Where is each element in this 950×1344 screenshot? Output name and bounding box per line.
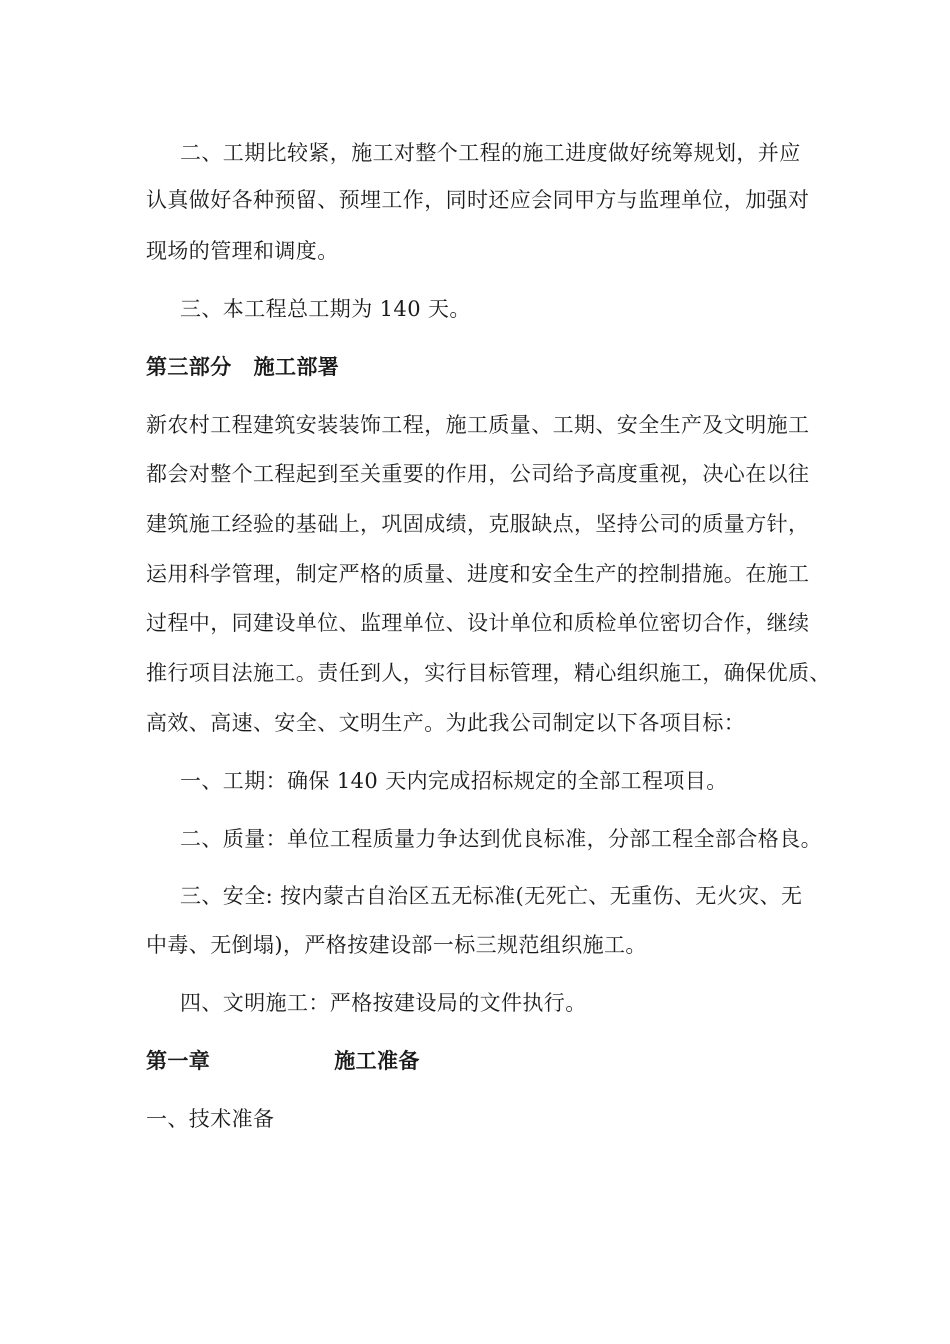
chapter-heading <box>146 1048 420 1074</box>
section-heading-number: 第三部分 <box>146 355 232 379</box>
intro-paragraph-line-6: 推行项目法施工。责任到人，实行目标管理，精心组织施工，确保优质、 <box>146 661 831 685</box>
intro-paragraph-line-2: 都会对整个工程起到至关重要的作用，公司给予高度重视，决心在以往 <box>146 462 810 486</box>
chapter-heading-title: 施工准备 <box>334 1049 420 1073</box>
subsection-heading: 一、技术准备 <box>146 1107 275 1131</box>
section-heading <box>146 354 339 380</box>
goal-safety-line-1: 三、安全: 按内蒙古自治区五无标准(无死亡、无重伤、无火灾、无 <box>180 884 803 908</box>
total-period-paragraph: 三、本工程总工期为 140 天。 <box>180 297 471 321</box>
intro-paragraph-line-5: 过程中，同建设单位、监理单位、设计单位和质检单位密切合作，继续 <box>146 611 810 635</box>
schedule-paragraph-line-2: 认真做好各种预留、预埋工作，同时还应会同甲方与监理单位，加强对 <box>146 188 810 212</box>
intro-paragraph-line-4: 运用科学管理，制定严格的质量、进度和安全生产的控制措施。在施工 <box>146 562 810 586</box>
goal-period: 一、工期：确保 140 天内完成招标规定的全部工程项目。 <box>180 769 728 793</box>
schedule-paragraph-line-1: 二、工期比较紧，施工对整个工程的施工进度做好统筹规划，并应 <box>180 141 801 165</box>
chapter-heading-number: 第一章 <box>146 1049 211 1073</box>
goal-quality: 二、质量：单位工程质量力争达到优良标准，分部工程全部合格良。 <box>180 827 822 851</box>
intro-paragraph-line-7: 高效、高速、安全、文明生产。为此我公司制定以下各项目标： <box>146 711 746 735</box>
intro-paragraph-line-1: 新农村工程建筑安装装饰工程，施工质量、工期、安全生产及文明施工 <box>146 413 810 437</box>
goal-safety-line-2: 中毒、无倒塌)，严格按建设部一标三规范组织施工。 <box>146 933 647 957</box>
schedule-paragraph-line-3: 现场的管理和调度。 <box>146 239 339 263</box>
goal-civilized: 四、文明施工：严格按建设局的文件执行。 <box>180 991 587 1015</box>
intro-paragraph-line-3: 建筑施工经验的基础上，巩固成绩，克服缺点，坚持公司的质量方针， <box>146 512 810 536</box>
section-heading-title: 施工部署 <box>253 355 340 379</box>
